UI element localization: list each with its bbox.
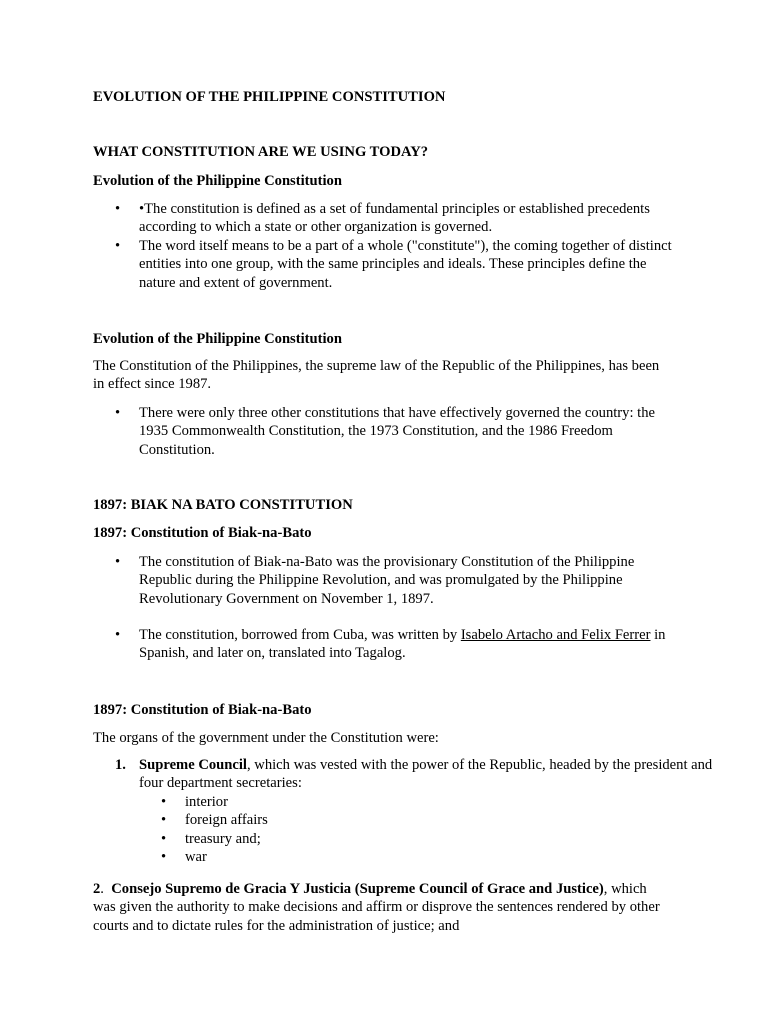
- department-list: [93, 793, 673, 867]
- organs-paragraph: The organs of the government under the Constitution were:: [93, 730, 439, 746]
- section-heading-today: WHAT CONSTITUTION ARE WE USING TODAY?: [93, 144, 429, 160]
- list-item: • interior: [93, 793, 673, 811]
- item-separator: .: [100, 881, 112, 897]
- section-heading-biak-na-bato: 1897: BIAK NA BATO CONSTITUTION: [93, 497, 353, 513]
- biak-na-bato-list-2: [93, 626, 673, 663]
- section-subheading-evolution-2: Evolution of the Philippine Constitution: [93, 331, 342, 347]
- list-item: • treasury and;: [93, 830, 673, 848]
- document-title: EVOLUTION OF THE PHILIPPINE CONSTITUTION: [93, 89, 446, 105]
- list-item: • There were only three other constitutions that have effectively governed the country: the 1935 Commonwealth Constitution, the 1973 Constitution, and the 1986 Freedom Constitution.: [93, 404, 673, 459]
- biak-na-bato-list-1: [93, 553, 673, 608]
- definition-bullet-list: [93, 200, 673, 292]
- list-item: • foreign affairs: [93, 811, 673, 829]
- section-subheading-biak-na-bato-2: 1897: Constitution of Biak-na-Bato: [93, 702, 312, 718]
- item-number: 1.: [115, 757, 126, 773]
- list-item: • The constitution of Biak-na-Bato was the provisionary Constitution of the Philippine Republic during the Philippine Revolution, and was promulgated by the Philippine Revolutionary Government on November 1, 1897.: [93, 553, 673, 608]
- section-subheading-biak-na-bato: 1897: Constitution of Biak-na-Bato: [93, 525, 312, 541]
- constitution-paragraph: The Constitution of the Philippines, the supreme law of the Republic of the Philippines, has been in effect since 1987.: [93, 358, 660, 393]
- section-subheading-evolution: Evolution of the Philippine Constitution: [93, 173, 342, 189]
- other-constitutions-list: [93, 404, 673, 459]
- supreme-council-grace-justice-term: Consejo Supremo de Gracia Y Justicia (Supreme Council of Grace and Justice): [111, 881, 604, 897]
- bullet-text: in Spanish, and later on, translated into Tagalog.: [139, 627, 666, 662]
- authors-link[interactable]: Isabelo Artacho and Felix Ferrer: [460, 627, 651, 643]
- item-number: 2: [93, 881, 101, 897]
- supreme-council-term: Supreme Council: [139, 757, 247, 773]
- list-item: [93, 626, 673, 663]
- list-item: • The word itself means to be a part of a whole ("constitute"), the coming together of distinct entities into one group, with the same principles and ideals. These principles define the nature and extent of government.: [93, 237, 673, 292]
- list-item: • war: [93, 848, 673, 866]
- organ-item-1: [93, 756, 719, 793]
- item-text: , which was vested with the power of the Republic, headed by the president and four department secretaries:: [139, 757, 713, 792]
- list-item: • •The constitution is defined as a set of fundamental principles or established precedents according to which a state or other organization is governed.: [93, 200, 673, 237]
- item-text: , which was given the authority to make decisions and affirm or disprove the sentences rendered by other courts and to dictate rules for the administration of justice; and: [93, 881, 660, 934]
- bullet-text: The constitution, borrowed from Cuba, was written by: [139, 627, 461, 643]
- organ-item-2: [93, 880, 673, 935]
